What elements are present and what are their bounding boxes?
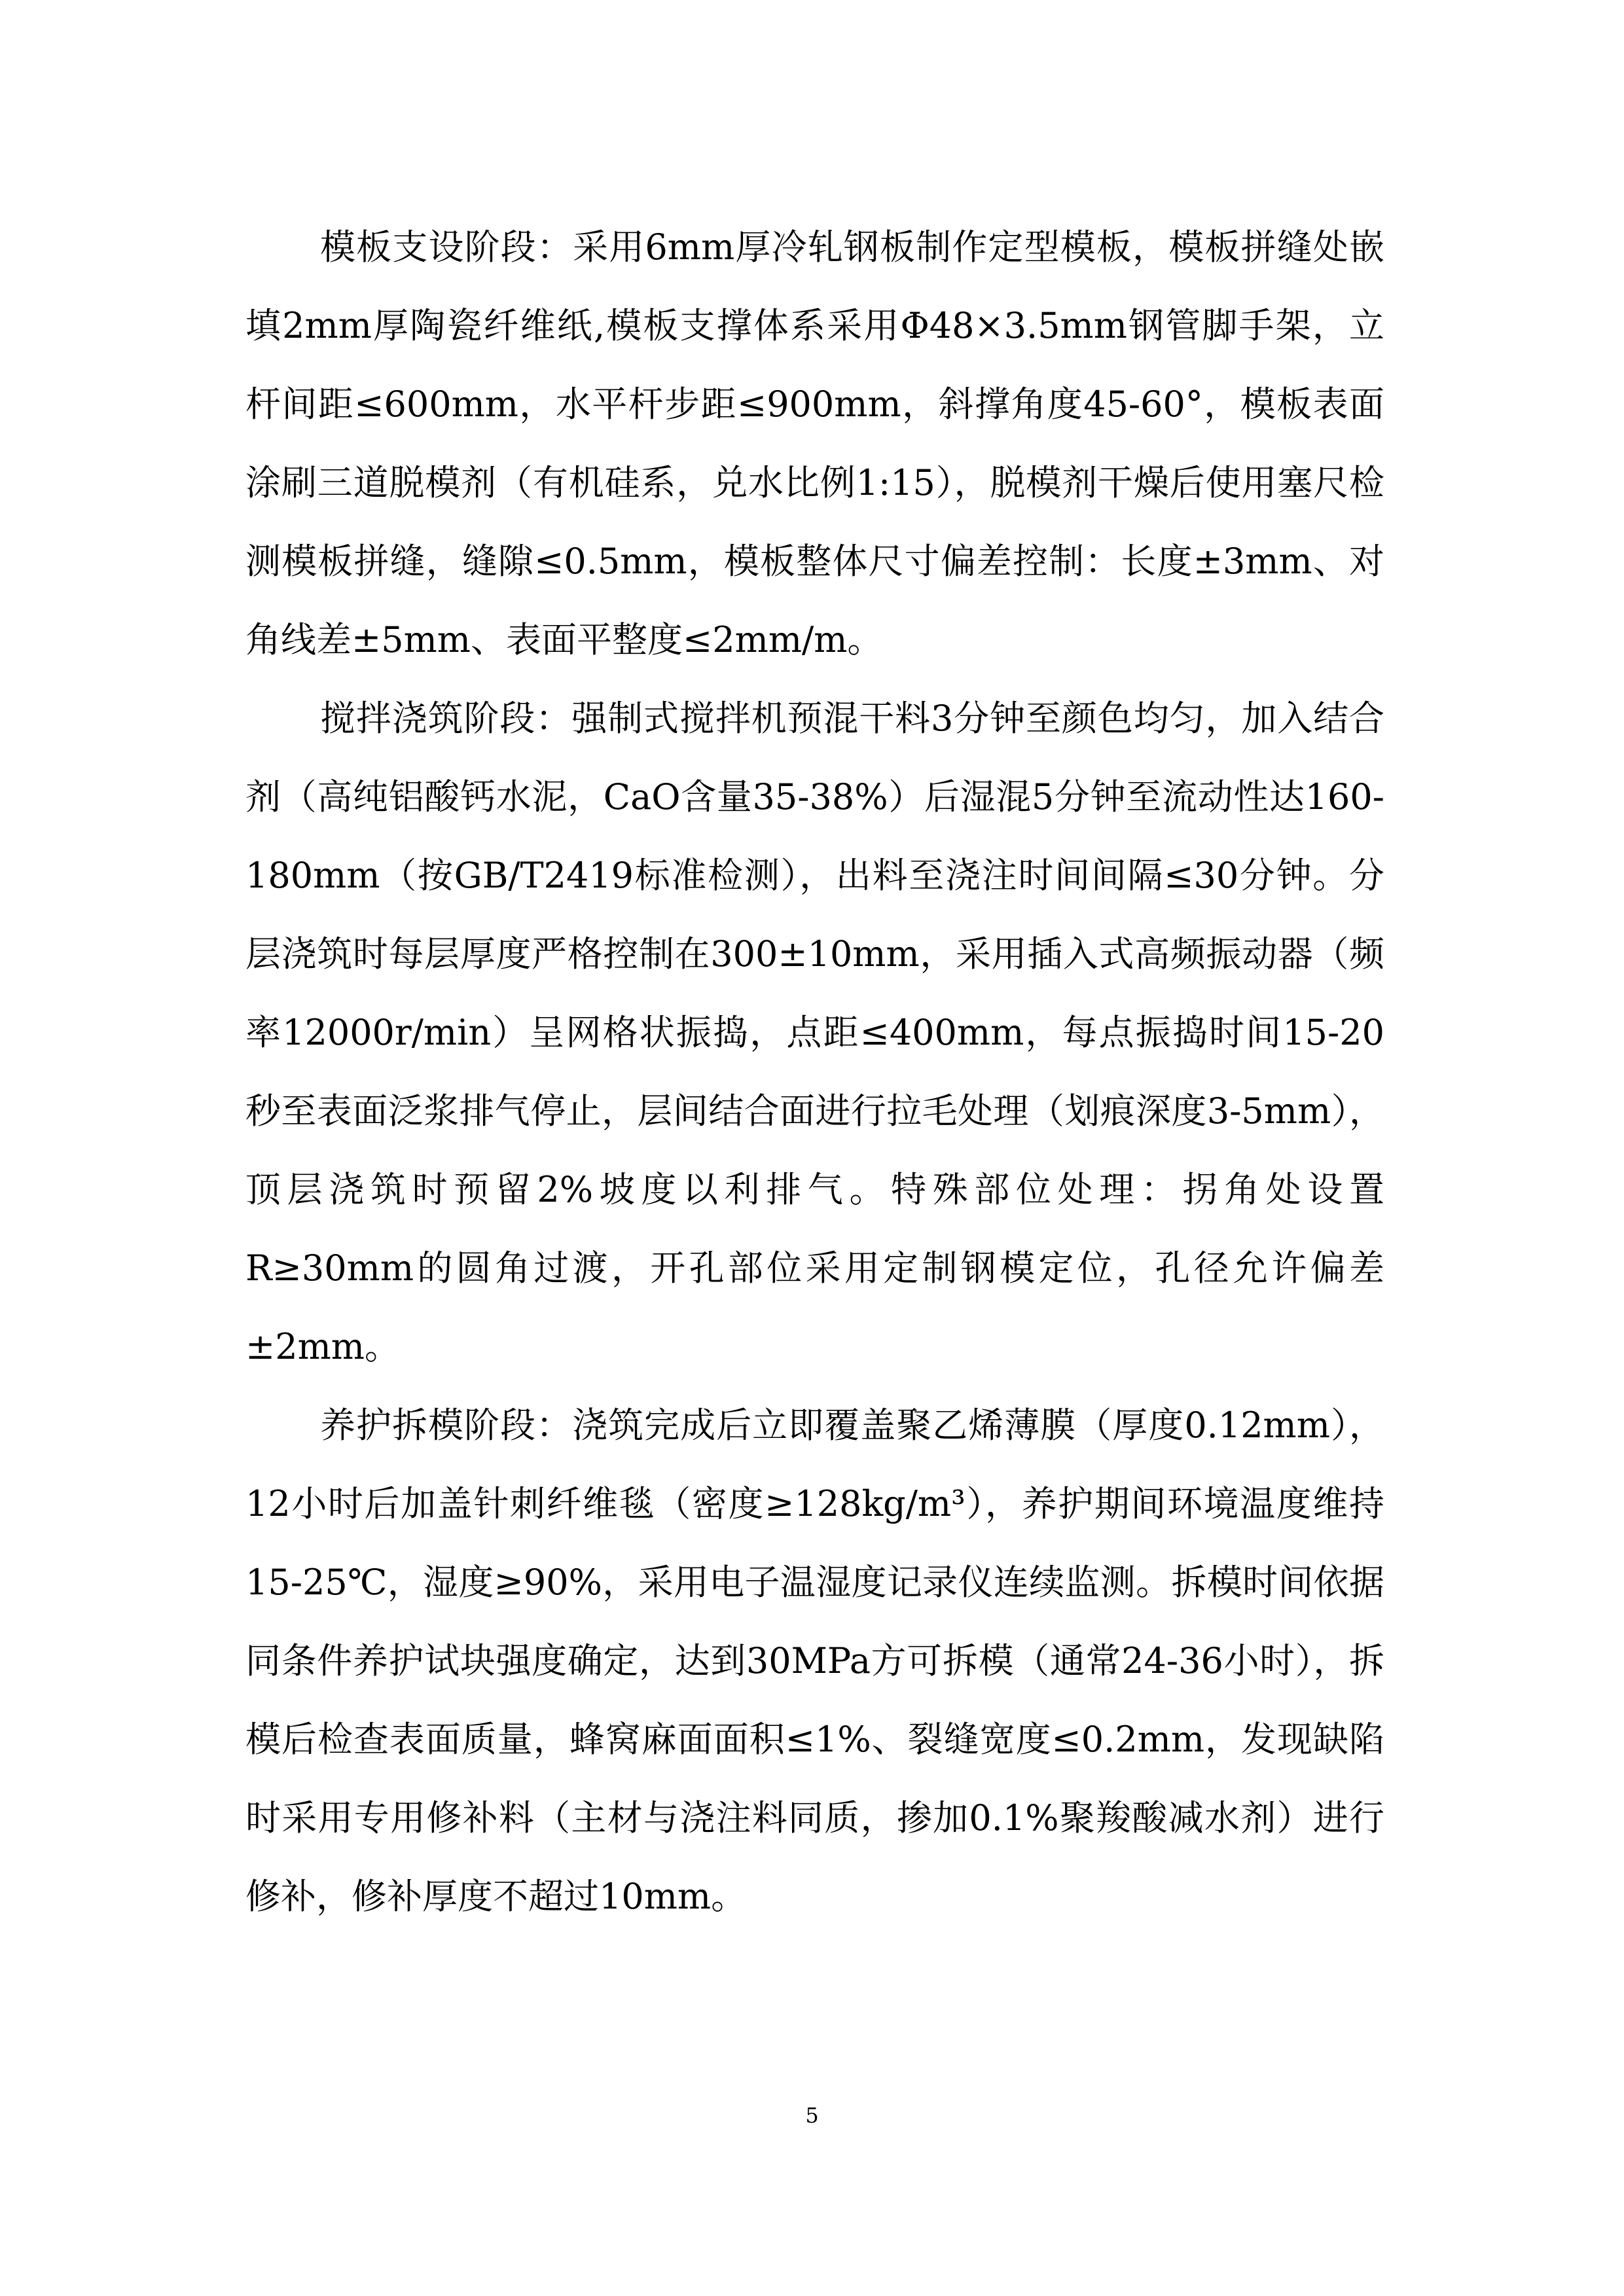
page-number: 5	[805, 2103, 819, 2128]
paragraph-formwork-stage: 模板支设阶段：采用6mm厚冷轧钢板制作定型模板，模板拼缝处嵌填2mm厚陶瓷纤维纸,模板支撑体系采用Φ48×3.5mm钢管脚手架，立杆间距≤600mm，水平杆步距≤900mm，斜撑角度45-60°，模板表面涂刷三道脱模剂（有机硅系，兑水比例1:15），脱模剂干燥后使用塞尺检测模板拼缝，缝隙≤0.5mm，模板整体尺寸偏差控制：长度±3mm、对角线差±5mm、表面平整度≤2mm/m。	[245, 226, 1384, 660]
paragraph-mixing-pouring-stage: 搅拌浇筑阶段：强制式搅拌机预混干料3分钟至颜色均匀，加入结合剂（高纯铝酸钙水泥，CaO含量35-38%）后湿混5分钟至流动性达160-180mm（按GB/T2419标准检测），出料至浇注时间间隔≤30分钟。分层浇筑时每层厚度严格控制在300±10mm，采用插入式高频振动器（频率12000r/min）呈网格状振捣，点距≤400mm，每点振捣时间15-20秒至表面泛浆排气停止，层间结合面进行拉毛处理（划痕深度3-5mm），顶层浇筑时预留2%坡度以利排气。特殊部位处理：拐角处设置R≥30mm的圆角过渡，开孔部位采用定制钢模定位，孔径允许偏差±2mm。	[245, 698, 1384, 1367]
paragraph-curing-demolding-stage: 养护拆模阶段：浇筑完成后立即覆盖聚乙烯薄膜（厚度0.12mm），12小时后加盖针刺纤维毯（密度≥128kg/m³），养护期间环境温度维持15-25℃，湿度≥90%，采用电子温湿度记录仪连续监测。拆模时间依据同条件养护试块强度确定，达到30MPa方可拆模（通常24-36小时），拆模后检查表面质量，蜂窝麻面面积≤1%、裂缝宽度≤0.2mm，发现缺陷时采用专用修补料（主材与浇注料同质，掺加0.1%聚羧酸减水剂）进行修补，修补厚度不超过10mm。	[245, 1405, 1384, 1917]
document-body	[245, 208, 1384, 1936]
